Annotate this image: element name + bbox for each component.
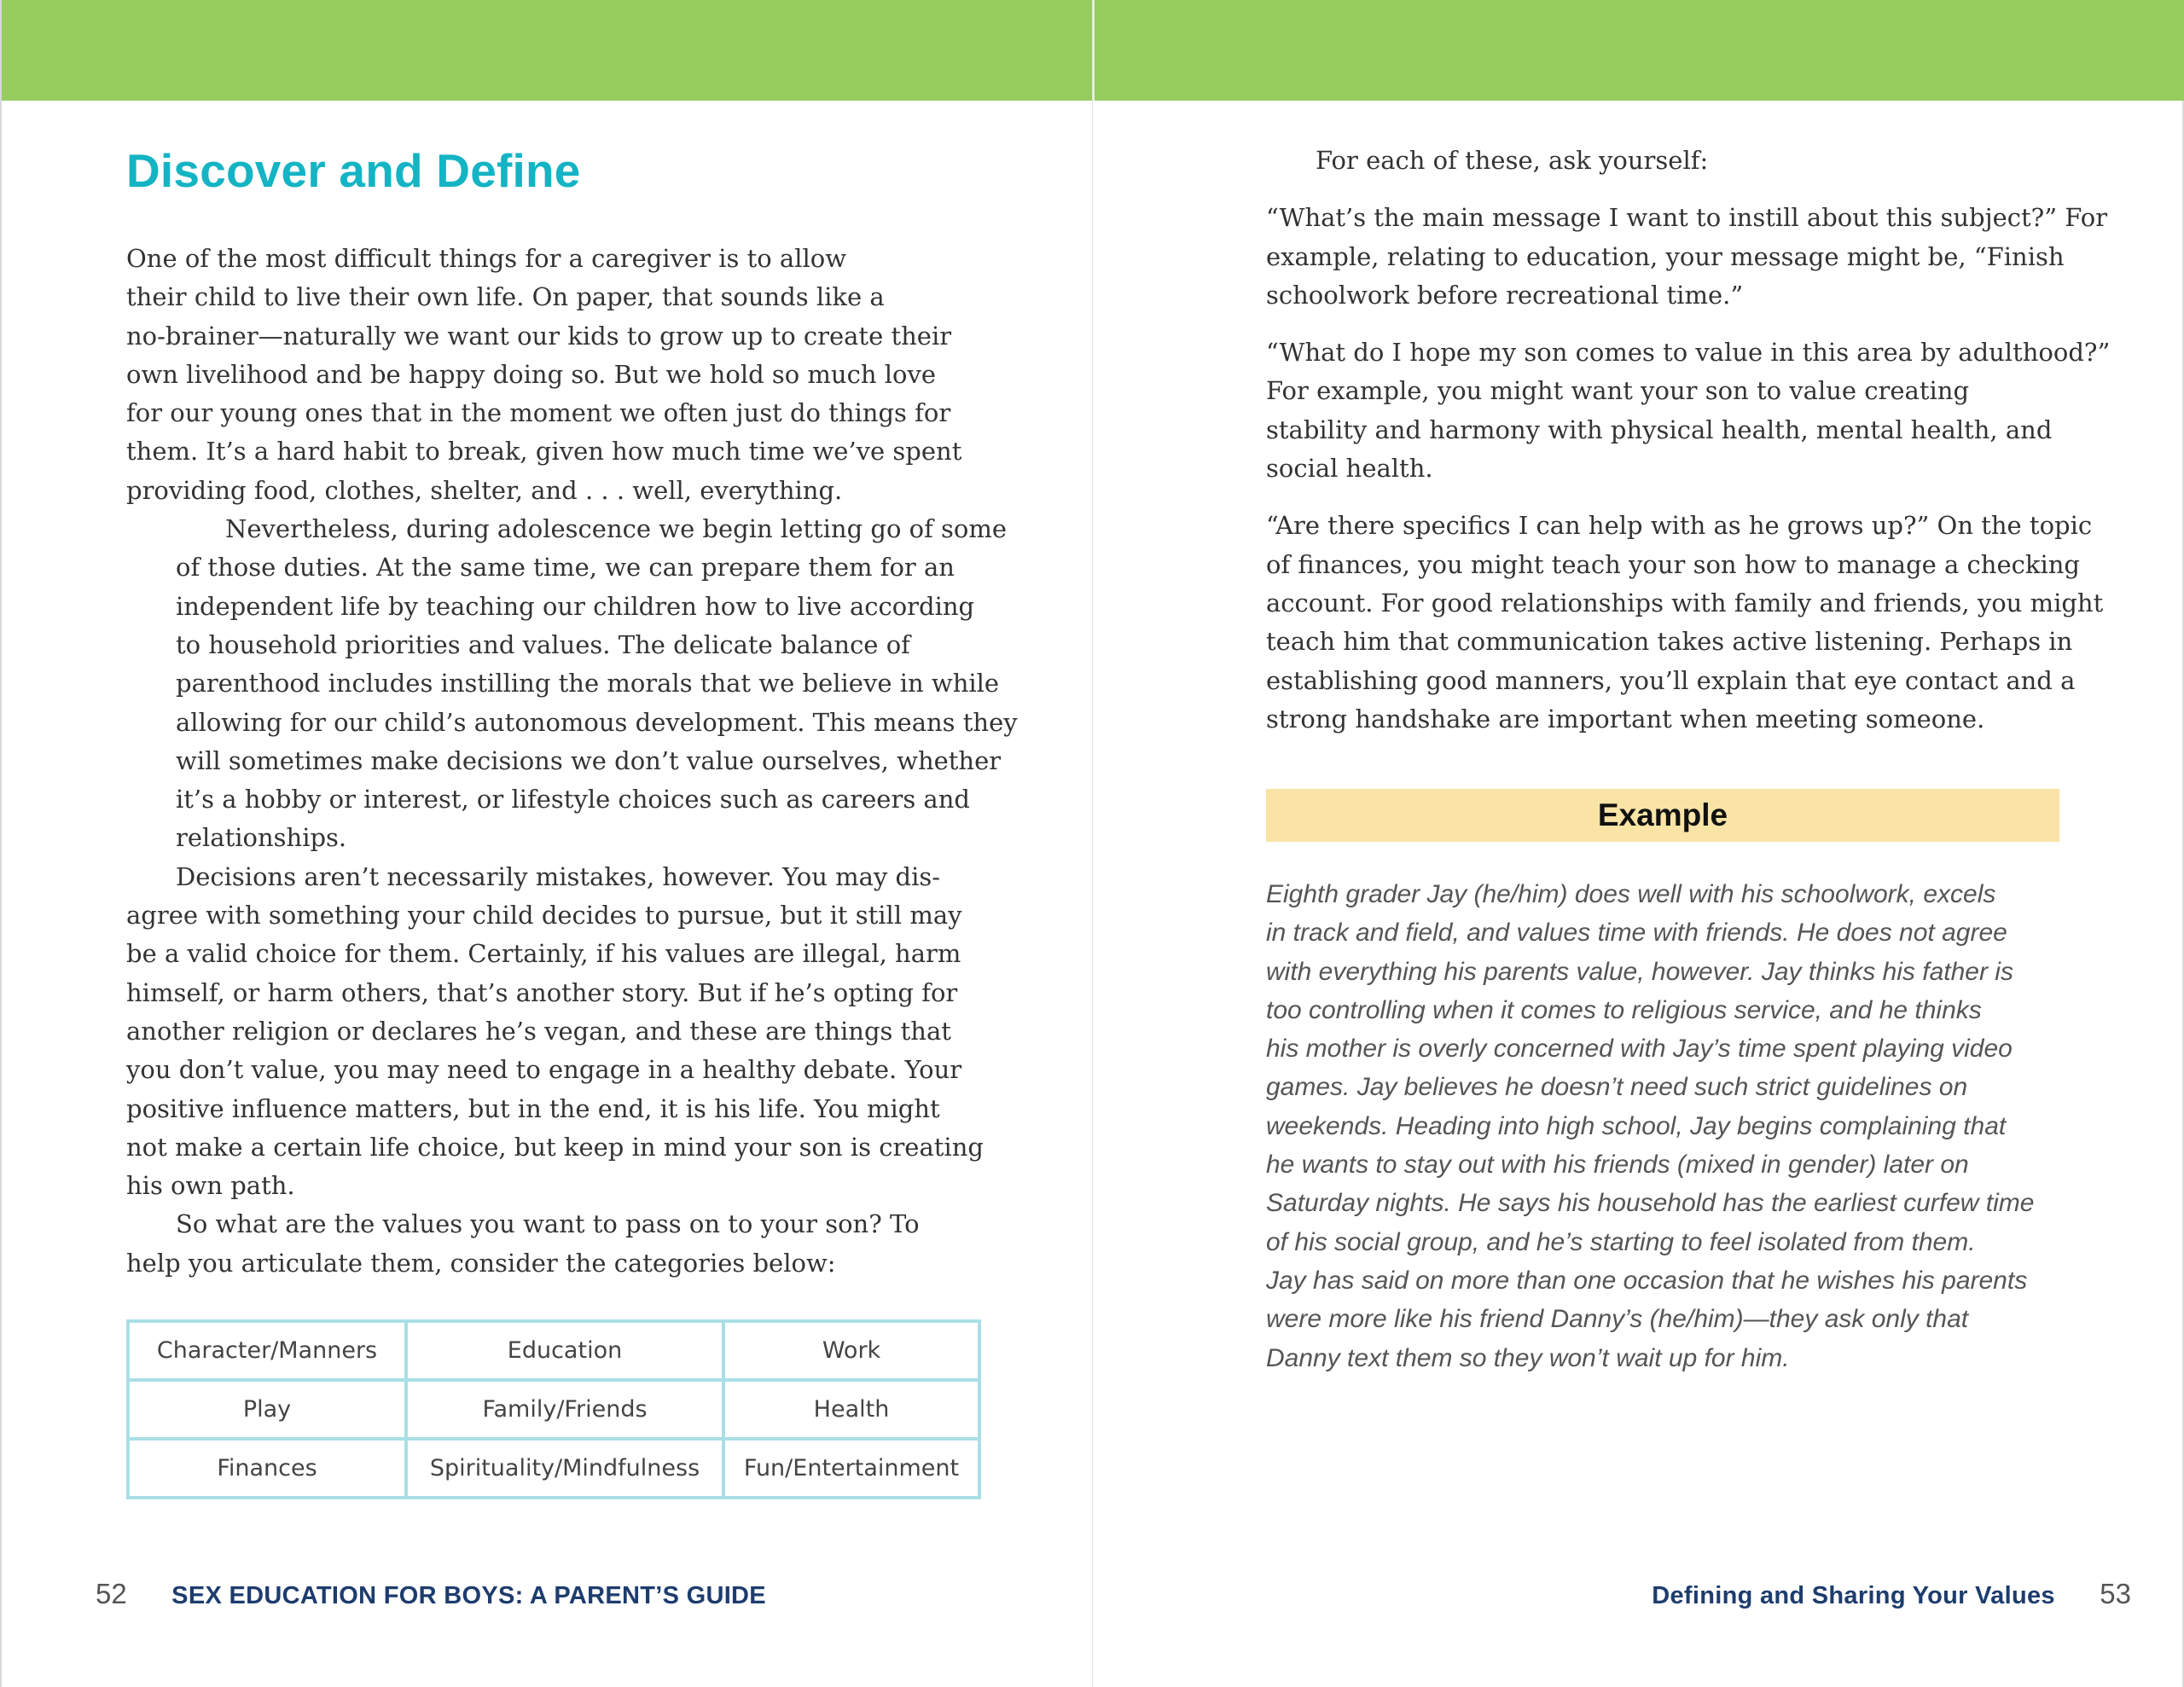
text-line: social health.: [1266, 454, 1433, 484]
text-line: himself, or harm others, that’s another story. But if he’s opting for: [126, 977, 958, 1007]
text-line: another religion or declares he’s vegan, and these are things that: [126, 1016, 951, 1046]
text-line: So what are the values you want to pass on to your son? To: [176, 1209, 920, 1239]
text-line: One of the most difficult things for a caregiver is to allow: [126, 244, 847, 273]
text-line: positive influence matters, but in the end, it is his life. You might: [126, 1093, 940, 1123]
top-color-bar: [2, 0, 1094, 101]
text-line: allowing for our child’s autonomous development. This means they: [176, 707, 1018, 737]
example-heading: Example: [1597, 797, 1728, 832]
running-head: SEX EDUCATION FOR BOYS: A PARENT’S GUIDE: [171, 1582, 766, 1609]
table-row: [128, 1380, 979, 1439]
paragraph-1: [126, 240, 962, 510]
page-number: 52: [96, 1578, 127, 1609]
table-cell: Education: [406, 1321, 723, 1380]
text-line: Saturday nights. He says his household has the earliest curfew time: [1266, 1189, 2035, 1218]
text-line: weekends. Heading into high school, Jay begins complaining that: [1266, 1111, 2007, 1140]
text-line: Eighth grader Jay (he/him) does well with his schoolwork, excels: [1266, 880, 1996, 908]
text-line: he wants to stay out with his friends (mixed in gender) later on: [1266, 1151, 1969, 1180]
text-line: too controlling when it comes to religious service, and he thinks: [1266, 995, 1982, 1024]
text-line: them. It’s a hard habit to break, given how much time we’ve spent: [126, 437, 962, 467]
example-heading-bar: [1266, 789, 2059, 842]
text-line: Decisions aren’t necessarily mistakes, however. You may dis-: [176, 861, 941, 891]
left-body-text: [126, 240, 1018, 1283]
text-line: Nevertheless, during adolescence we begin letting go of some: [225, 514, 1008, 544]
text-line: you don’t value, you may need to engage in a healthy debate. Your: [126, 1055, 962, 1085]
text-line: agree with something your child decides to pursue, but it still may: [126, 901, 962, 930]
text-line: games. Jay believes he doesn’t need such strict guidelines on: [1266, 1073, 1968, 1102]
text-line: not make a certain life choice, but keep in mind your son is creating: [126, 1132, 984, 1162]
text-line: schoolwork before recreational time.”: [1266, 280, 1744, 310]
example-text: [1266, 875, 2077, 1377]
table-cell: Fun/Entertainment: [723, 1439, 979, 1498]
text-line: of finances, you might teach your son how to manage a checking: [1266, 549, 2080, 579]
text-line: his mother is overly concerned with Jay’s time spent playing video: [1266, 1035, 2013, 1064]
question-3: [1266, 507, 2104, 739]
text-line: Danny text them so they won’t wait up for him.: [1266, 1343, 1790, 1372]
question-2: [1266, 333, 2111, 488]
table-cell: Finances: [128, 1439, 406, 1498]
text-line: with everything his parents value, however. Jay thinks his father is: [1266, 957, 2013, 986]
text-line: parenthood includes instilling the morals that we believe in while: [176, 669, 1000, 699]
text-line: establishing good manners, you’ll explain that eye contact and a: [1266, 665, 2076, 695]
question-1: [1266, 199, 2108, 315]
text-line: For example, you might want your son to value creating: [1266, 376, 1970, 406]
text-line: of those duties. At the same time, we can prepare them for an: [176, 553, 955, 583]
text-line: “What’s the main message I want to instill about this subject?” For: [1266, 203, 2108, 233]
text-line: account. For good relationships with family and friends, you might: [1266, 588, 2104, 617]
text-line: no-brainer—naturally we want our kids to grow up to create their: [126, 321, 952, 351]
text-line: Jay has said on more than one occasion that he wishes his parents: [1266, 1266, 2028, 1295]
text-line: their child to live their own life. On paper, that sounds like a: [126, 282, 885, 312]
text-line: for our young ones that in the moment we often just do things for: [126, 398, 951, 428]
text-line: will sometimes make decisions we don’t value ourselves, whether: [176, 745, 1002, 775]
table-row: [128, 1439, 979, 1498]
text-line: of his social group, and he’s starting to feel isolated from them.: [1266, 1227, 1976, 1256]
table-cell: Character/Manners: [128, 1321, 406, 1380]
page-number: 53: [2100, 1578, 2131, 1609]
text-line: own livelihood and be happy doing so. But we hold so much love: [126, 359, 937, 389]
table-cell: Health: [723, 1380, 979, 1439]
left-footer: [96, 1578, 766, 1610]
right-page: [1092, 0, 2184, 1687]
text-line: his own path.: [126, 1171, 295, 1201]
text-line: “What do I hope my son comes to value in this area by adulthood?”: [1266, 338, 2111, 368]
right-footer: [1652, 1578, 2131, 1610]
section-heading: Discover and Define: [126, 144, 581, 197]
text-line: relationships.: [176, 823, 347, 853]
intro-line: For each of these, ask yourself:: [1316, 146, 1709, 175]
text-line: it’s a hobby or interest, or lifestyle choices such as careers and: [176, 785, 970, 815]
text-line: providing food, clothes, shelter, and . . . well, everything.: [126, 475, 843, 505]
text-line: to household priorities and values. The delicate balance of: [176, 629, 910, 659]
table-cell: Work: [723, 1321, 979, 1380]
text-line: were more like his friend Danny’s (he/him)—they ask only that: [1266, 1305, 1969, 1334]
text-line: independent life by teaching our children how to live according: [176, 591, 975, 621]
paragraph-3: [126, 858, 984, 1206]
running-head: Defining and Sharing Your Values: [1652, 1582, 2055, 1609]
text-line: be a valid choice for them. Certainly, if his values are illegal, harm: [126, 939, 961, 969]
text-line: in track and field, and values time with friends. He does not agree: [1266, 919, 2007, 948]
right-body-text: [1266, 142, 2111, 739]
table-cell: Spirituality/Mindfulness: [406, 1439, 723, 1498]
table-cell: Play: [128, 1380, 406, 1439]
table-row: [128, 1321, 979, 1380]
table-cell: Family/Friends: [406, 1380, 723, 1439]
text-line: stability and harmony with physical health, mental health, and: [1266, 415, 2053, 444]
text-line: strong handshake are important when meeting someone.: [1266, 704, 1985, 733]
text-line: example, relating to education, your message might be, “Finish: [1266, 241, 2065, 271]
text-line: teach him that communication takes active listening. Perhaps in: [1266, 627, 2073, 657]
top-color-bar: [1093, 0, 2184, 101]
values-categories-table: [126, 1319, 981, 1499]
paragraph-2: [126, 510, 1018, 858]
text-line: “Are there specifics I can help with as he grows up?” On the topic: [1266, 511, 2093, 541]
paragraph-4: [126, 1205, 932, 1283]
text-line: help you articulate them, consider the categories below:: [126, 1248, 836, 1278]
